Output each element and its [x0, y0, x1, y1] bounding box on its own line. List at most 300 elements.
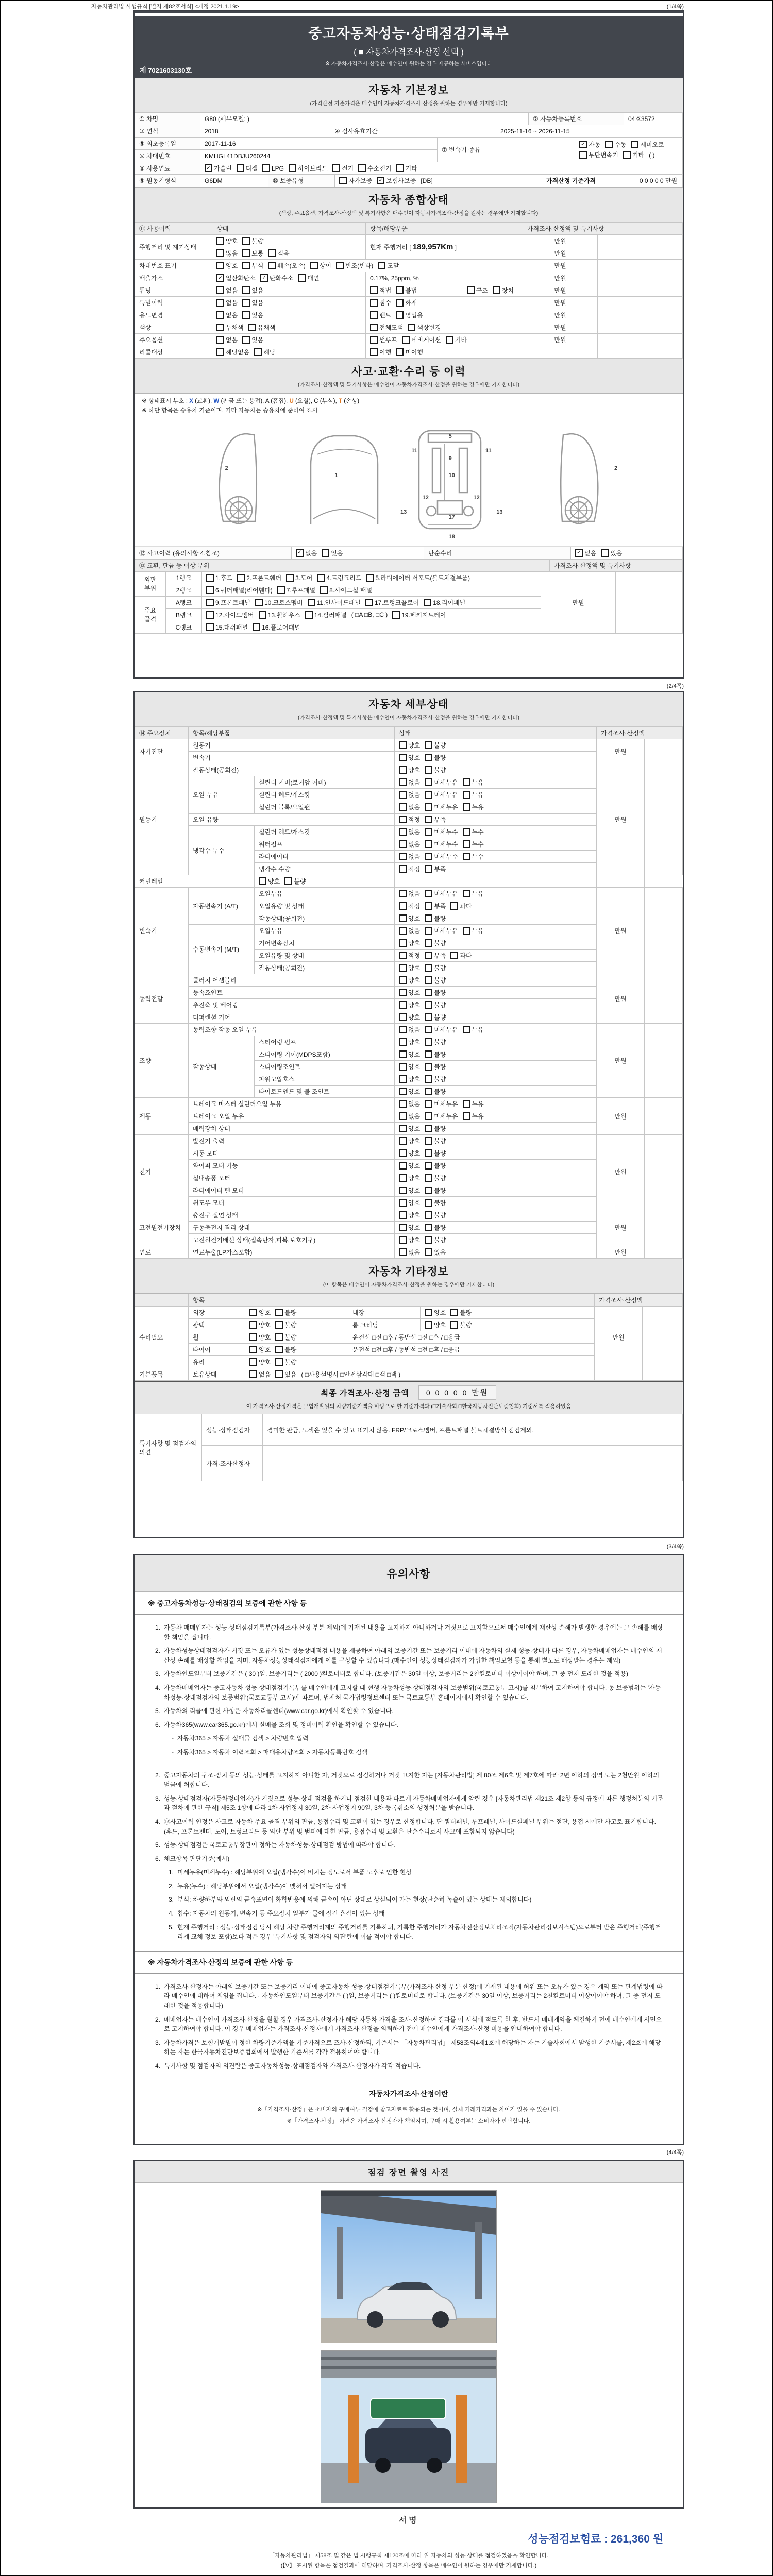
checkbox-option[interactable]: [259, 611, 300, 619]
checkbox[interactable]: [399, 1050, 407, 1058]
checkbox[interactable]: [216, 348, 224, 356]
checkbox-option[interactable]: [242, 236, 263, 245]
checkbox-option[interactable]: [216, 236, 238, 245]
checkbox[interactable]: [322, 549, 329, 557]
checkbox-option[interactable]: [425, 778, 458, 787]
checkbox[interactable]: [249, 1309, 257, 1316]
checkbox-option[interactable]: [399, 1025, 420, 1034]
checkbox[interactable]: [399, 803, 407, 811]
checkbox[interactable]: [425, 1026, 432, 1033]
checkbox[interactable]: [399, 1137, 407, 1145]
checkbox[interactable]: [206, 623, 214, 631]
checkbox[interactable]: [216, 311, 224, 319]
checkbox[interactable]: [396, 286, 404, 294]
checkbox-option[interactable]: [425, 1112, 458, 1121]
checkbox[interactable]: [399, 1162, 407, 1170]
checkbox[interactable]: [425, 989, 432, 996]
checkbox-option[interactable]: [463, 827, 484, 836]
checkbox[interactable]: [399, 1013, 407, 1021]
checkbox-option[interactable]: [216, 286, 238, 295]
checkbox-option[interactable]: [399, 1075, 420, 1083]
checkbox[interactable]: [450, 952, 458, 959]
checkbox[interactable]: ✓: [579, 141, 587, 148]
checkbox[interactable]: [399, 741, 407, 749]
checkbox-option[interactable]: [277, 586, 315, 595]
checkbox-option[interactable]: [463, 778, 484, 787]
checkbox[interactable]: [463, 1100, 470, 1108]
checkbox[interactable]: [399, 766, 407, 774]
checkbox[interactable]: [399, 952, 407, 959]
checkbox-option[interactable]: [399, 1149, 420, 1158]
checkbox-option[interactable]: [206, 598, 250, 607]
checkbox-option[interactable]: [446, 335, 467, 344]
checkbox[interactable]: [399, 828, 407, 836]
checkbox-option[interactable]: [493, 286, 514, 295]
checkbox-option[interactable]: [425, 926, 458, 935]
checkbox-option[interactable]: [399, 1124, 420, 1133]
checkbox[interactable]: [399, 1248, 407, 1256]
checkbox[interactable]: [425, 902, 432, 910]
checkbox-option[interactable]: [631, 140, 664, 149]
checkbox[interactable]: [425, 1187, 432, 1194]
checkbox-option[interactable]: [623, 150, 644, 159]
checkbox[interactable]: [631, 141, 638, 148]
checkbox-option[interactable]: [425, 1186, 446, 1195]
checkbox[interactable]: [249, 1358, 257, 1366]
checkbox[interactable]: [249, 1346, 257, 1353]
checkbox[interactable]: [242, 249, 250, 257]
checkbox[interactable]: [399, 1211, 407, 1219]
checkbox-option[interactable]: [310, 261, 331, 270]
checkbox[interactable]: [237, 574, 245, 582]
checkbox[interactable]: [396, 164, 404, 172]
checkbox[interactable]: [206, 611, 214, 619]
checkbox[interactable]: [601, 549, 609, 557]
checkbox[interactable]: ✓: [205, 164, 212, 172]
checkbox[interactable]: [399, 914, 407, 922]
checkbox[interactable]: [425, 1174, 432, 1182]
checkbox-option[interactable]: [425, 976, 446, 985]
checkbox-option[interactable]: [425, 852, 458, 861]
checkbox-option[interactable]: [399, 1198, 420, 1207]
checkbox-option[interactable]: [396, 164, 417, 173]
checkbox-option[interactable]: [425, 827, 458, 836]
checkbox[interactable]: [399, 890, 407, 897]
checkbox-option[interactable]: [392, 611, 446, 619]
checkbox-option[interactable]: [399, 902, 420, 910]
checkbox[interactable]: [275, 1370, 283, 1378]
checkbox-option[interactable]: [425, 1198, 446, 1207]
checkbox-option[interactable]: [249, 1370, 271, 1379]
checkbox[interactable]: [262, 164, 270, 172]
checkbox[interactable]: [467, 286, 475, 294]
checkbox[interactable]: [254, 348, 262, 356]
checkbox-option[interactable]: [242, 286, 263, 295]
checkbox[interactable]: [378, 262, 385, 269]
checkbox[interactable]: [399, 1088, 407, 1095]
checkbox-option[interactable]: [399, 1038, 420, 1046]
checkbox-option[interactable]: [206, 611, 254, 619]
checkbox-option[interactable]: [268, 261, 305, 270]
checkbox[interactable]: [216, 262, 224, 269]
checkbox-option[interactable]: [254, 348, 275, 357]
checkbox-option[interactable]: [284, 877, 306, 886]
checkbox[interactable]: [275, 1309, 283, 1316]
checkbox[interactable]: [450, 1321, 458, 1329]
checkbox-option[interactable]: [425, 1062, 446, 1071]
checkbox-option[interactable]: [216, 298, 238, 307]
checkbox[interactable]: [425, 778, 432, 786]
checkbox-option[interactable]: [399, 1050, 420, 1059]
checkbox[interactable]: [216, 324, 224, 331]
checkbox-option[interactable]: [579, 150, 618, 159]
checkbox[interactable]: [358, 164, 366, 172]
checkbox[interactable]: [399, 1063, 407, 1071]
checkbox-option[interactable]: [425, 1075, 446, 1083]
checkbox-option[interactable]: [366, 573, 470, 582]
checkbox-option[interactable]: [216, 261, 238, 270]
checkbox-option[interactable]: [579, 140, 600, 149]
checkbox-option[interactable]: [399, 1099, 420, 1108]
checkbox-option[interactable]: [424, 598, 465, 607]
checkbox[interactable]: [289, 164, 296, 172]
checkbox[interactable]: [275, 1358, 283, 1366]
checkbox[interactable]: [268, 249, 276, 257]
checkbox[interactable]: [259, 877, 266, 885]
checkbox-option[interactable]: [425, 766, 446, 774]
checkbox-option[interactable]: [305, 611, 347, 619]
checkbox-option[interactable]: [399, 1211, 420, 1219]
checkbox-option[interactable]: [463, 852, 484, 861]
checkbox[interactable]: [259, 611, 266, 619]
checkbox[interactable]: [253, 623, 260, 631]
checkbox[interactable]: [399, 865, 407, 873]
checkbox[interactable]: [425, 1149, 432, 1157]
checkbox-option[interactable]: [408, 323, 441, 332]
checkbox[interactable]: [396, 311, 404, 319]
checkbox-option[interactable]: [216, 335, 238, 344]
checkbox-option[interactable]: [206, 573, 232, 582]
checkbox-option[interactable]: [399, 741, 420, 750]
checkbox-option[interactable]: [425, 1087, 446, 1096]
checkbox-option[interactable]: [450, 1308, 472, 1317]
checkbox-option[interactable]: [275, 1358, 296, 1366]
checkbox[interactable]: [463, 890, 470, 897]
checkbox[interactable]: ✓: [575, 549, 583, 557]
checkbox-option[interactable]: [425, 1013, 446, 1022]
checkbox-option[interactable]: [317, 573, 361, 582]
checkbox[interactable]: [242, 311, 250, 319]
checkbox-option[interactable]: [249, 1345, 271, 1354]
checkbox[interactable]: [425, 1137, 432, 1145]
checkbox[interactable]: [206, 599, 214, 606]
checkbox-option[interactable]: [425, 1124, 446, 1133]
checkbox-option[interactable]: [206, 623, 248, 632]
checkbox[interactable]: [425, 1236, 432, 1244]
checkbox-option[interactable]: [425, 963, 446, 972]
checkbox[interactable]: [408, 324, 415, 331]
checkbox-option[interactable]: [262, 164, 284, 172]
checkbox-option[interactable]: [275, 1370, 296, 1379]
checkbox[interactable]: [392, 611, 400, 619]
checkbox[interactable]: [242, 286, 250, 294]
checkbox[interactable]: [399, 778, 407, 786]
checkbox[interactable]: [425, 741, 432, 749]
checkbox[interactable]: [268, 262, 276, 269]
checkbox-option[interactable]: [216, 274, 256, 282]
checkbox-option[interactable]: [450, 951, 472, 960]
checkbox[interactable]: [463, 803, 470, 811]
checkbox-option[interactable]: [425, 803, 458, 811]
checkbox[interactable]: [308, 599, 315, 606]
checkbox-option[interactable]: [399, 1137, 420, 1145]
checkbox-option[interactable]: [425, 741, 446, 750]
checkbox-option[interactable]: [275, 1345, 296, 1354]
checkbox-option[interactable]: [463, 790, 484, 799]
checkbox-option[interactable]: [399, 1087, 420, 1096]
checkbox[interactable]: [425, 791, 432, 799]
checkbox-option[interactable]: [216, 311, 238, 319]
checkbox[interactable]: [399, 1038, 407, 1046]
checkbox[interactable]: [425, 1050, 432, 1058]
checkbox-option[interactable]: [396, 286, 417, 295]
checkbox[interactable]: [206, 586, 214, 594]
checkbox-option[interactable]: [399, 1062, 420, 1071]
checkbox-option[interactable]: [399, 976, 420, 985]
checkbox-option[interactable]: [425, 902, 446, 910]
checkbox[interactable]: [425, 853, 432, 860]
checkbox[interactable]: [206, 574, 214, 582]
checkbox-option[interactable]: [425, 1235, 446, 1244]
checkbox-option[interactable]: [242, 249, 263, 258]
checkbox-option[interactable]: [425, 1320, 446, 1329]
checkbox-option[interactable]: [399, 840, 420, 849]
checkbox[interactable]: [370, 299, 378, 307]
checkbox-option[interactable]: [399, 815, 420, 824]
checkbox[interactable]: [493, 286, 500, 294]
checkbox[interactable]: [255, 599, 263, 606]
checkbox[interactable]: [425, 1199, 432, 1207]
checkbox[interactable]: [425, 890, 432, 897]
checkbox-option[interactable]: [320, 586, 372, 595]
checkbox[interactable]: [425, 1038, 432, 1046]
checkbox[interactable]: [425, 1162, 432, 1170]
checkbox[interactable]: [249, 1370, 257, 1378]
checkbox[interactable]: [399, 1199, 407, 1207]
checkbox-option[interactable]: [467, 286, 488, 295]
checkbox[interactable]: [275, 1321, 283, 1329]
checkbox[interactable]: [399, 1125, 407, 1132]
checkbox[interactable]: [399, 976, 407, 984]
checkbox[interactable]: [463, 1026, 470, 1033]
checkbox-option[interactable]: [249, 1333, 271, 1342]
checkbox-option[interactable]: [339, 176, 372, 185]
checkbox[interactable]: [275, 1346, 283, 1353]
checkbox-option[interactable]: [249, 1320, 271, 1329]
checkbox-option[interactable]: [425, 1137, 446, 1145]
checkbox[interactable]: [425, 1211, 432, 1219]
checkbox-option[interactable]: [399, 766, 420, 774]
checkbox[interactable]: [399, 840, 407, 848]
checkbox[interactable]: [242, 336, 250, 344]
checkbox[interactable]: [399, 964, 407, 972]
checkbox-option[interactable]: [399, 963, 420, 972]
checkbox-option[interactable]: [370, 335, 397, 344]
checkbox[interactable]: [399, 1174, 407, 1182]
checkbox[interactable]: [399, 1026, 407, 1033]
checkbox[interactable]: [425, 803, 432, 811]
checkbox-option[interactable]: [450, 1320, 472, 1329]
checkbox-option[interactable]: [370, 348, 391, 357]
checkbox-option[interactable]: [370, 286, 391, 295]
checkbox[interactable]: ✓: [296, 549, 304, 557]
checkbox[interactable]: [242, 262, 250, 269]
checkbox-option[interactable]: [463, 803, 484, 811]
checkbox-option[interactable]: [425, 988, 446, 997]
checkbox-option[interactable]: [399, 926, 420, 935]
checkbox[interactable]: ✓: [216, 274, 224, 282]
checkbox-option[interactable]: [399, 951, 420, 960]
checkbox-option[interactable]: [425, 1099, 458, 1108]
checkbox-option[interactable]: [275, 1320, 296, 1329]
checkbox-option[interactable]: [298, 274, 319, 282]
checkbox[interactable]: [399, 853, 407, 860]
checkbox[interactable]: [450, 1309, 458, 1316]
checkbox-option[interactable]: [463, 1112, 484, 1121]
checkbox-option[interactable]: [399, 988, 420, 997]
checkbox[interactable]: [450, 902, 458, 910]
checkbox[interactable]: [216, 299, 224, 307]
checkbox[interactable]: [463, 853, 470, 860]
checkbox[interactable]: [249, 1321, 257, 1329]
checkbox-option[interactable]: [378, 261, 399, 270]
checkbox-option[interactable]: [399, 1235, 420, 1244]
checkbox-option[interactable]: [205, 164, 232, 173]
checkbox-option[interactable]: [425, 865, 446, 873]
checkbox-option[interactable]: [242, 261, 263, 270]
checkbox[interactable]: [396, 299, 404, 307]
checkbox[interactable]: [425, 1013, 432, 1021]
checkbox[interactable]: [425, 1100, 432, 1108]
checkbox-option[interactable]: [399, 889, 420, 898]
checkbox[interactable]: [425, 840, 432, 848]
checkbox-option[interactable]: [425, 951, 446, 960]
checkbox-option[interactable]: [308, 598, 361, 607]
checkbox[interactable]: [249, 1333, 257, 1341]
checkbox-option[interactable]: [575, 549, 596, 557]
checkbox[interactable]: [446, 336, 453, 344]
checkbox[interactable]: [320, 586, 328, 594]
checkbox[interactable]: [216, 249, 224, 257]
checkbox[interactable]: [242, 237, 250, 245]
checkbox-option[interactable]: [399, 1223, 420, 1232]
checkbox-option[interactable]: [425, 1161, 446, 1170]
checkbox-option[interactable]: [402, 335, 441, 344]
checkbox-option[interactable]: [425, 815, 446, 824]
checkbox-option[interactable]: [322, 549, 343, 557]
checkbox-option[interactable]: [396, 298, 417, 307]
checkbox[interactable]: [399, 1100, 407, 1108]
checkbox[interactable]: [425, 754, 432, 761]
checkbox-option[interactable]: [399, 790, 420, 799]
checkbox-option[interactable]: [605, 140, 626, 149]
checkbox-option[interactable]: [296, 549, 317, 557]
checkbox[interactable]: ✓: [260, 274, 268, 282]
checkbox[interactable]: [425, 1063, 432, 1071]
checkbox[interactable]: [399, 1001, 407, 1009]
checkbox[interactable]: [605, 141, 613, 148]
checkbox[interactable]: [399, 1187, 407, 1194]
checkbox-option[interactable]: [399, 778, 420, 787]
checkbox-option[interactable]: [425, 1050, 446, 1059]
checkbox[interactable]: [277, 586, 285, 594]
checkbox[interactable]: [425, 1309, 432, 1316]
checkbox[interactable]: [284, 877, 292, 885]
checkbox-option[interactable]: [425, 1149, 446, 1158]
checkbox-option[interactable]: [259, 877, 280, 886]
checkbox-option[interactable]: [425, 1211, 446, 1219]
checkbox[interactable]: [317, 574, 325, 582]
checkbox[interactable]: [399, 754, 407, 761]
checkbox-option[interactable]: [399, 1013, 420, 1022]
checkbox[interactable]: [463, 1112, 470, 1120]
checkbox[interactable]: [623, 151, 631, 159]
checkbox-option[interactable]: [396, 348, 423, 357]
checkbox[interactable]: [275, 1333, 283, 1341]
checkbox-option[interactable]: [463, 840, 484, 849]
checkbox-option[interactable]: [463, 889, 484, 898]
checkbox-option[interactable]: [255, 598, 303, 607]
checkbox-option[interactable]: [425, 889, 458, 898]
checkbox[interactable]: [399, 989, 407, 996]
checkbox[interactable]: [216, 286, 224, 294]
checkbox-option[interactable]: [425, 1308, 446, 1317]
checkbox-option[interactable]: [336, 261, 373, 270]
checkbox-option[interactable]: [237, 573, 281, 582]
checkbox-option[interactable]: [365, 598, 419, 607]
checkbox-option[interactable]: [425, 840, 458, 849]
checkbox[interactable]: [425, 952, 432, 959]
checkbox[interactable]: [425, 939, 432, 947]
checkbox[interactable]: [425, 816, 432, 823]
checkbox-option[interactable]: [399, 1001, 420, 1009]
checkbox-option[interactable]: [399, 1161, 420, 1170]
checkbox-option[interactable]: [425, 914, 446, 923]
checkbox[interactable]: [298, 274, 306, 282]
checkbox[interactable]: [402, 336, 410, 344]
checkbox-option[interactable]: [425, 1038, 446, 1046]
checkbox[interactable]: [305, 611, 313, 619]
checkbox[interactable]: [425, 1088, 432, 1095]
checkbox-option[interactable]: [399, 1174, 420, 1182]
checkbox-option[interactable]: [463, 1025, 484, 1034]
checkbox[interactable]: [399, 816, 407, 823]
checkbox[interactable]: [237, 164, 244, 172]
checkbox-option[interactable]: [425, 1248, 446, 1257]
checkbox[interactable]: [399, 927, 407, 935]
checkbox-option[interactable]: [286, 573, 312, 582]
checkbox[interactable]: [424, 599, 431, 606]
checkbox[interactable]: [425, 1112, 432, 1120]
checkbox-option[interactable]: [399, 1248, 420, 1257]
checkbox[interactable]: ✓: [377, 177, 384, 184]
checkbox[interactable]: [463, 828, 470, 836]
checkbox[interactable]: [579, 151, 587, 159]
checkbox-option[interactable]: [463, 1099, 484, 1108]
checkbox-option[interactable]: [216, 323, 244, 332]
checkbox-option[interactable]: [358, 164, 391, 173]
checkbox[interactable]: [399, 1236, 407, 1244]
